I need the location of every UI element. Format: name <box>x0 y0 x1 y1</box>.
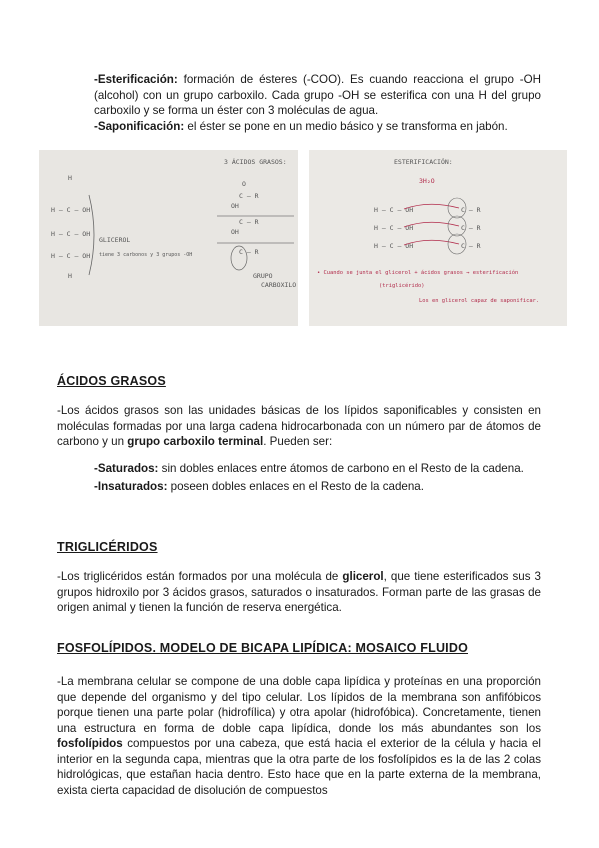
note-line-2: (triglicérido) <box>379 283 425 289</box>
ester-c2: H – C – OH <box>374 224 414 232</box>
trigliceridos-paragraph <box>57 569 541 616</box>
o-atom-1: O <box>242 180 246 188</box>
trigliceridos-text: -Los triglicéridos están formados por una molécula de <box>57 570 343 583</box>
trigliceridos-text-end: , que tiene esterificados sus 3 grupos hidroxilo por 3 ácidos grasos, saturados o insaturados. Forman parte de las grasas de origen animal y tienen la función de reserva energética. <box>57 570 541 614</box>
fosfolipidos-heading: FOSFOLÍPIDOS. MODELO DE BICAPA LIPÍDICA: MOSAICO FLUIDO <box>57 641 468 655</box>
ester-acid-3: C – R <box>461 242 481 250</box>
acid-1-oh: OH <box>231 202 239 210</box>
glycerol-notes-photo <box>39 150 298 326</box>
saponification-definition <box>57 119 541 135</box>
note-line-1: • Cuando se junta el glicerol + ácidos grasos → esterificación <box>317 270 519 276</box>
ester-c3: H – C – OH <box>374 242 414 250</box>
acidos-grasos-heading: ÁCIDOS GRASOS <box>57 374 166 388</box>
insaturados-item <box>57 479 541 495</box>
carboxyl-term: grupo carboxilo terminal <box>127 435 264 448</box>
glycerol-c2: H – C – OH <box>51 230 91 238</box>
saponification-term: -Saponificación: <box>94 119 185 133</box>
esterification-sketch <box>309 150 567 326</box>
h-atom-top: H <box>68 174 72 182</box>
fosfolipidos-text: -La membrana celular se compone de una doble capa lipídica y proteínas en una proporción que depende del organismo y del tipo celular. Los lípidos de la membrana son anfifóbicos porque tienen una parte polar (hidrofílica) y otra apolar (hidrofóbica). Concretamente, tienen una estructura en forma de doble capa lipídica, donde los más abundantes son los <box>57 675 541 735</box>
acidos-types <box>57 461 541 494</box>
glycerol-c1: H – C – OH <box>51 206 91 214</box>
acidos-intro-text: -Los ácidos grasos son las unidades básicas de los lípidos saponificables y consisten en moléculas formadas por una larga cadena hidrocarbonada con un número par de átomos de carbono y un <box>57 404 541 448</box>
saturados-term: -Saturados: <box>94 462 159 475</box>
water-label: 3H₂O <box>419 177 435 185</box>
esterification-definition <box>57 72 541 119</box>
fatty-acids-title: 3 ÁCIDOS GRASOS: <box>224 158 287 166</box>
esterification-paragraph <box>57 72 541 134</box>
acid-1-c-r: C – R <box>239 192 259 200</box>
carboxilo-label: CARBOXILO <box>261 281 297 289</box>
esterification-term: -Esterificación: <box>94 73 178 86</box>
ester-c1: H – C – OH <box>374 206 414 214</box>
acidos-paragraph <box>57 403 541 450</box>
glicerol-label: GLICEROL <box>99 236 131 244</box>
fosfolipidos-paragraph <box>57 674 541 798</box>
saturados-item <box>57 461 541 477</box>
ester-acid-2: C – R <box>461 224 481 232</box>
esterification-notes-photo <box>309 150 567 326</box>
glicerol-term: glicerol <box>342 570 384 583</box>
trigliceridos-heading: TRIGLICÉRIDOS <box>57 540 158 554</box>
insaturados-text: poseen dobles enlaces en el Resto de la cadena. <box>167 479 424 493</box>
acid-3-c-r: C – R <box>239 248 259 256</box>
ester-acid-1: C – R <box>461 206 481 214</box>
esterification-title: ESTERIFICACIÓN: <box>394 158 453 166</box>
h-atom-bottom: H <box>68 272 72 280</box>
insaturados-term: -Insaturados: <box>94 479 168 493</box>
glycerol-sketch <box>39 150 298 326</box>
fosfolipidos-text-end: compuestos por una cabeza, que está hacia el exterior de la célula y hacia el interior en la segunda capa, mientras que la otra parte de los fosfolípidos es la de las 2 colas hidrológicas, que estañan hacia dentro. Esto hace que en la parte externa de la membrana, exista cierta capacidad de disolución de compuestos <box>57 737 541 797</box>
grupo-label: GRUPO <box>253 272 273 280</box>
saponification-text: el éster se pone en un medio básico y se transforma en jabón. <box>184 119 508 133</box>
note-line-3: Los en glicerol capaz de saponificar. <box>419 298 540 304</box>
acidos-intro-end: . Pueden ser: <box>263 435 333 448</box>
fosfolipidos-term: fosfolípidos <box>57 737 123 750</box>
acid-2-c-r: C – R <box>239 218 259 226</box>
glycerol-c3: H – C – OH <box>51 252 91 260</box>
saturados-text: sin dobles enlaces entre átomos de carbono en el Resto de la cadena. <box>158 462 524 475</box>
acid-2-oh: OH <box>231 228 239 236</box>
esterification-text: formación de ésteres (-COO). Es cuando reacciona el grupo -OH (alcohol) con un grupo carboxilo. Cada grupo -OH se esterifica con una H del grupo carboxilo y se forma un éster con 3 moléculas de agua. <box>94 73 541 117</box>
glicerol-description: tiene 3 carbonos y 3 grupos -OH <box>99 252 193 258</box>
